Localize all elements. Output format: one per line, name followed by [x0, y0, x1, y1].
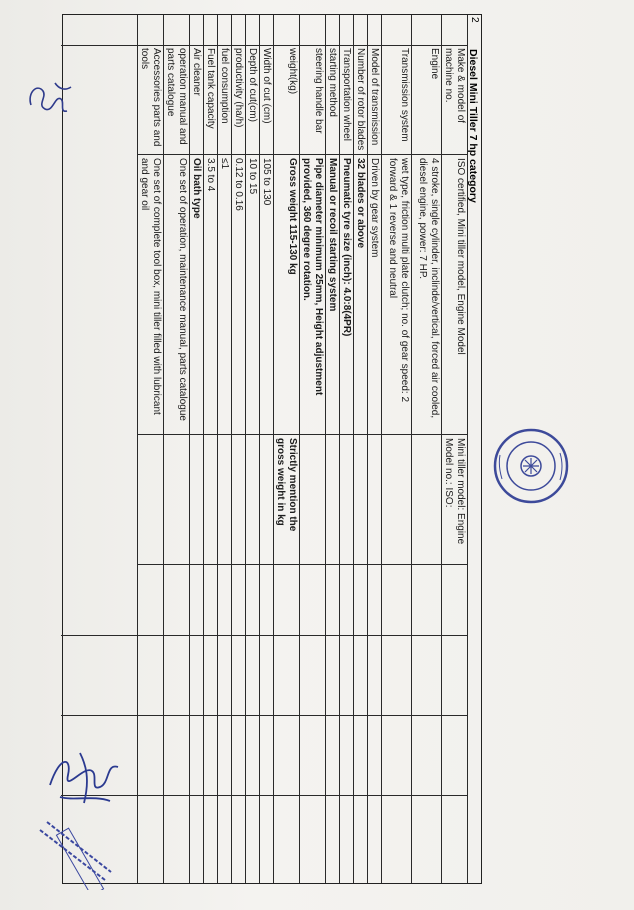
bidder-response-cell: [204, 435, 217, 565]
table-row: [299, 15, 325, 883]
specification-cell: ≤1: [218, 155, 231, 435]
specification-cell: Driven by gear system: [368, 155, 381, 435]
remarks-cell: [326, 565, 339, 885]
bidder-response-cell: [300, 435, 325, 565]
parameter-cell: productivity (ha/h): [232, 45, 245, 155]
remarks-cell: [442, 565, 467, 885]
table-row: [273, 15, 299, 883]
specification-cell: wet type, friction multi plate clutch; no. of gear speed: 2 forward & 1 reverse and neutral: [382, 155, 411, 435]
table-row: [411, 15, 441, 883]
bidder-response-cell: [164, 435, 189, 565]
table-row: [137, 15, 163, 883]
table-title: Diesel Mini Tiller 7 hp category: [467, 49, 479, 203]
specification-cell: Pipe diameter minimum 25mm, Height adjustment provided, 360 degree rotation.: [300, 155, 325, 435]
parameter-cell: Fuel tank capacity: [204, 45, 217, 155]
bidder-response-cell: [232, 435, 245, 565]
parameter-cell: operation manual and parts catalogue: [164, 45, 189, 155]
specification-cell: 10 to 15: [246, 155, 259, 435]
specification-cell: Gross weight 115-130 kg: [274, 155, 299, 435]
parameter-cell: Accessories parts and tools: [138, 45, 163, 155]
remarks-cell: [300, 565, 325, 885]
table-row: [217, 15, 231, 883]
parameter-cell: Depth of cut(cm): [246, 45, 259, 155]
table-row: [339, 15, 353, 883]
remarks-cell: [164, 565, 189, 885]
parameter-cell: Transportation wheel: [340, 45, 353, 155]
table-row: [367, 15, 381, 883]
parameter-cell: Model of transmission: [368, 45, 381, 155]
specification-cell: Pneumatic tyre size (inch): 4.0:8(4PR): [340, 155, 353, 435]
remarks-cell: [340, 565, 353, 885]
bidder-response-cell: [218, 435, 231, 565]
remarks-cell: [368, 565, 381, 885]
serial-number: 2: [469, 17, 480, 23]
bidder-response-cell: [368, 435, 381, 565]
parameter-cell: Air cleaner: [190, 45, 203, 155]
designation-seal: [35, 800, 120, 890]
specification-cell: Oil bath type: [190, 155, 203, 435]
bidder-response-cell: [354, 435, 367, 565]
remarks-cell: [232, 565, 245, 885]
parameter-cell: Width of cut (cm): [260, 45, 273, 155]
parameter-cell: weight(kg): [274, 45, 299, 155]
table-row: [189, 15, 203, 883]
specification-cell: 105 to 130: [260, 155, 273, 435]
bidder-response-cell: [260, 435, 273, 565]
remarks-cell: [204, 565, 217, 885]
specification-cell: 0.12 to 0.16: [232, 155, 245, 435]
remarks-cell: [246, 565, 259, 885]
bidder-response-cell: [412, 435, 441, 565]
column-divider: [61, 635, 467, 636]
remarks-cell: [260, 565, 273, 885]
parameter-cell: Transmission system: [382, 45, 411, 155]
remarks-cell: [354, 565, 367, 885]
bidder-response-cell: [382, 435, 411, 565]
table-row: [231, 15, 245, 883]
table-header-row: [467, 15, 481, 883]
table-row: [441, 15, 467, 883]
specification-cell: One set of complete tool box, mini tiller filled with lubricant and gear oil: [138, 155, 163, 435]
remarks-cell: [218, 565, 231, 885]
table-row: [163, 15, 189, 883]
remarks-cell: [274, 565, 299, 885]
bidder-response-cell: Strictly mention the gross weight in kg: [274, 435, 299, 565]
remarks-cell: [138, 565, 163, 885]
bidder-response-cell: [326, 435, 339, 565]
table-row: [259, 15, 273, 883]
parameter-cell: fuel consumption: [218, 45, 231, 155]
specification-cell: 4 stroke, single cylinder, inclinde/vertical, forced air cooled, diesel engine, power: 7 HP.: [412, 155, 441, 435]
parameter-cell: starting method: [326, 45, 339, 155]
specification-cell: ISO certified, Mini tiller model, Engine Model: [442, 155, 467, 435]
bidder-response-cell: Mini tiller model: Engine Model no.: ISO:: [442, 435, 467, 565]
table-row: [353, 15, 367, 883]
initials-signature: [25, 75, 75, 120]
parameter-cell: Engine: [412, 45, 441, 155]
parameter-cell: Make & model of machine no.: [442, 45, 467, 155]
bidder-response-cell: [340, 435, 353, 565]
table-row: [245, 15, 259, 883]
specification-cell: 3.5 to 4: [204, 155, 217, 435]
column-divider: [61, 715, 467, 716]
bidder-response-cell: [138, 435, 163, 565]
parameter-cell: steering handle bar: [300, 45, 325, 155]
table-row: [203, 15, 217, 883]
specification-cell: Manual or recoil starting system: [326, 155, 339, 435]
remarks-cell: [190, 565, 203, 885]
table-row: [325, 15, 339, 883]
bidder-response-cell: [190, 435, 203, 565]
official-stamp: [490, 425, 572, 507]
specification-cell: 32 blades or above: [354, 155, 367, 435]
table-row: [381, 15, 411, 883]
bidder-response-cell: [246, 435, 259, 565]
parameter-cell: Number of rotor blades: [354, 45, 367, 155]
remarks-cell: [412, 565, 441, 885]
specification-cell: One set of operation, maintenance manual, parts catalogue: [164, 155, 189, 435]
remarks-cell: [382, 565, 411, 885]
